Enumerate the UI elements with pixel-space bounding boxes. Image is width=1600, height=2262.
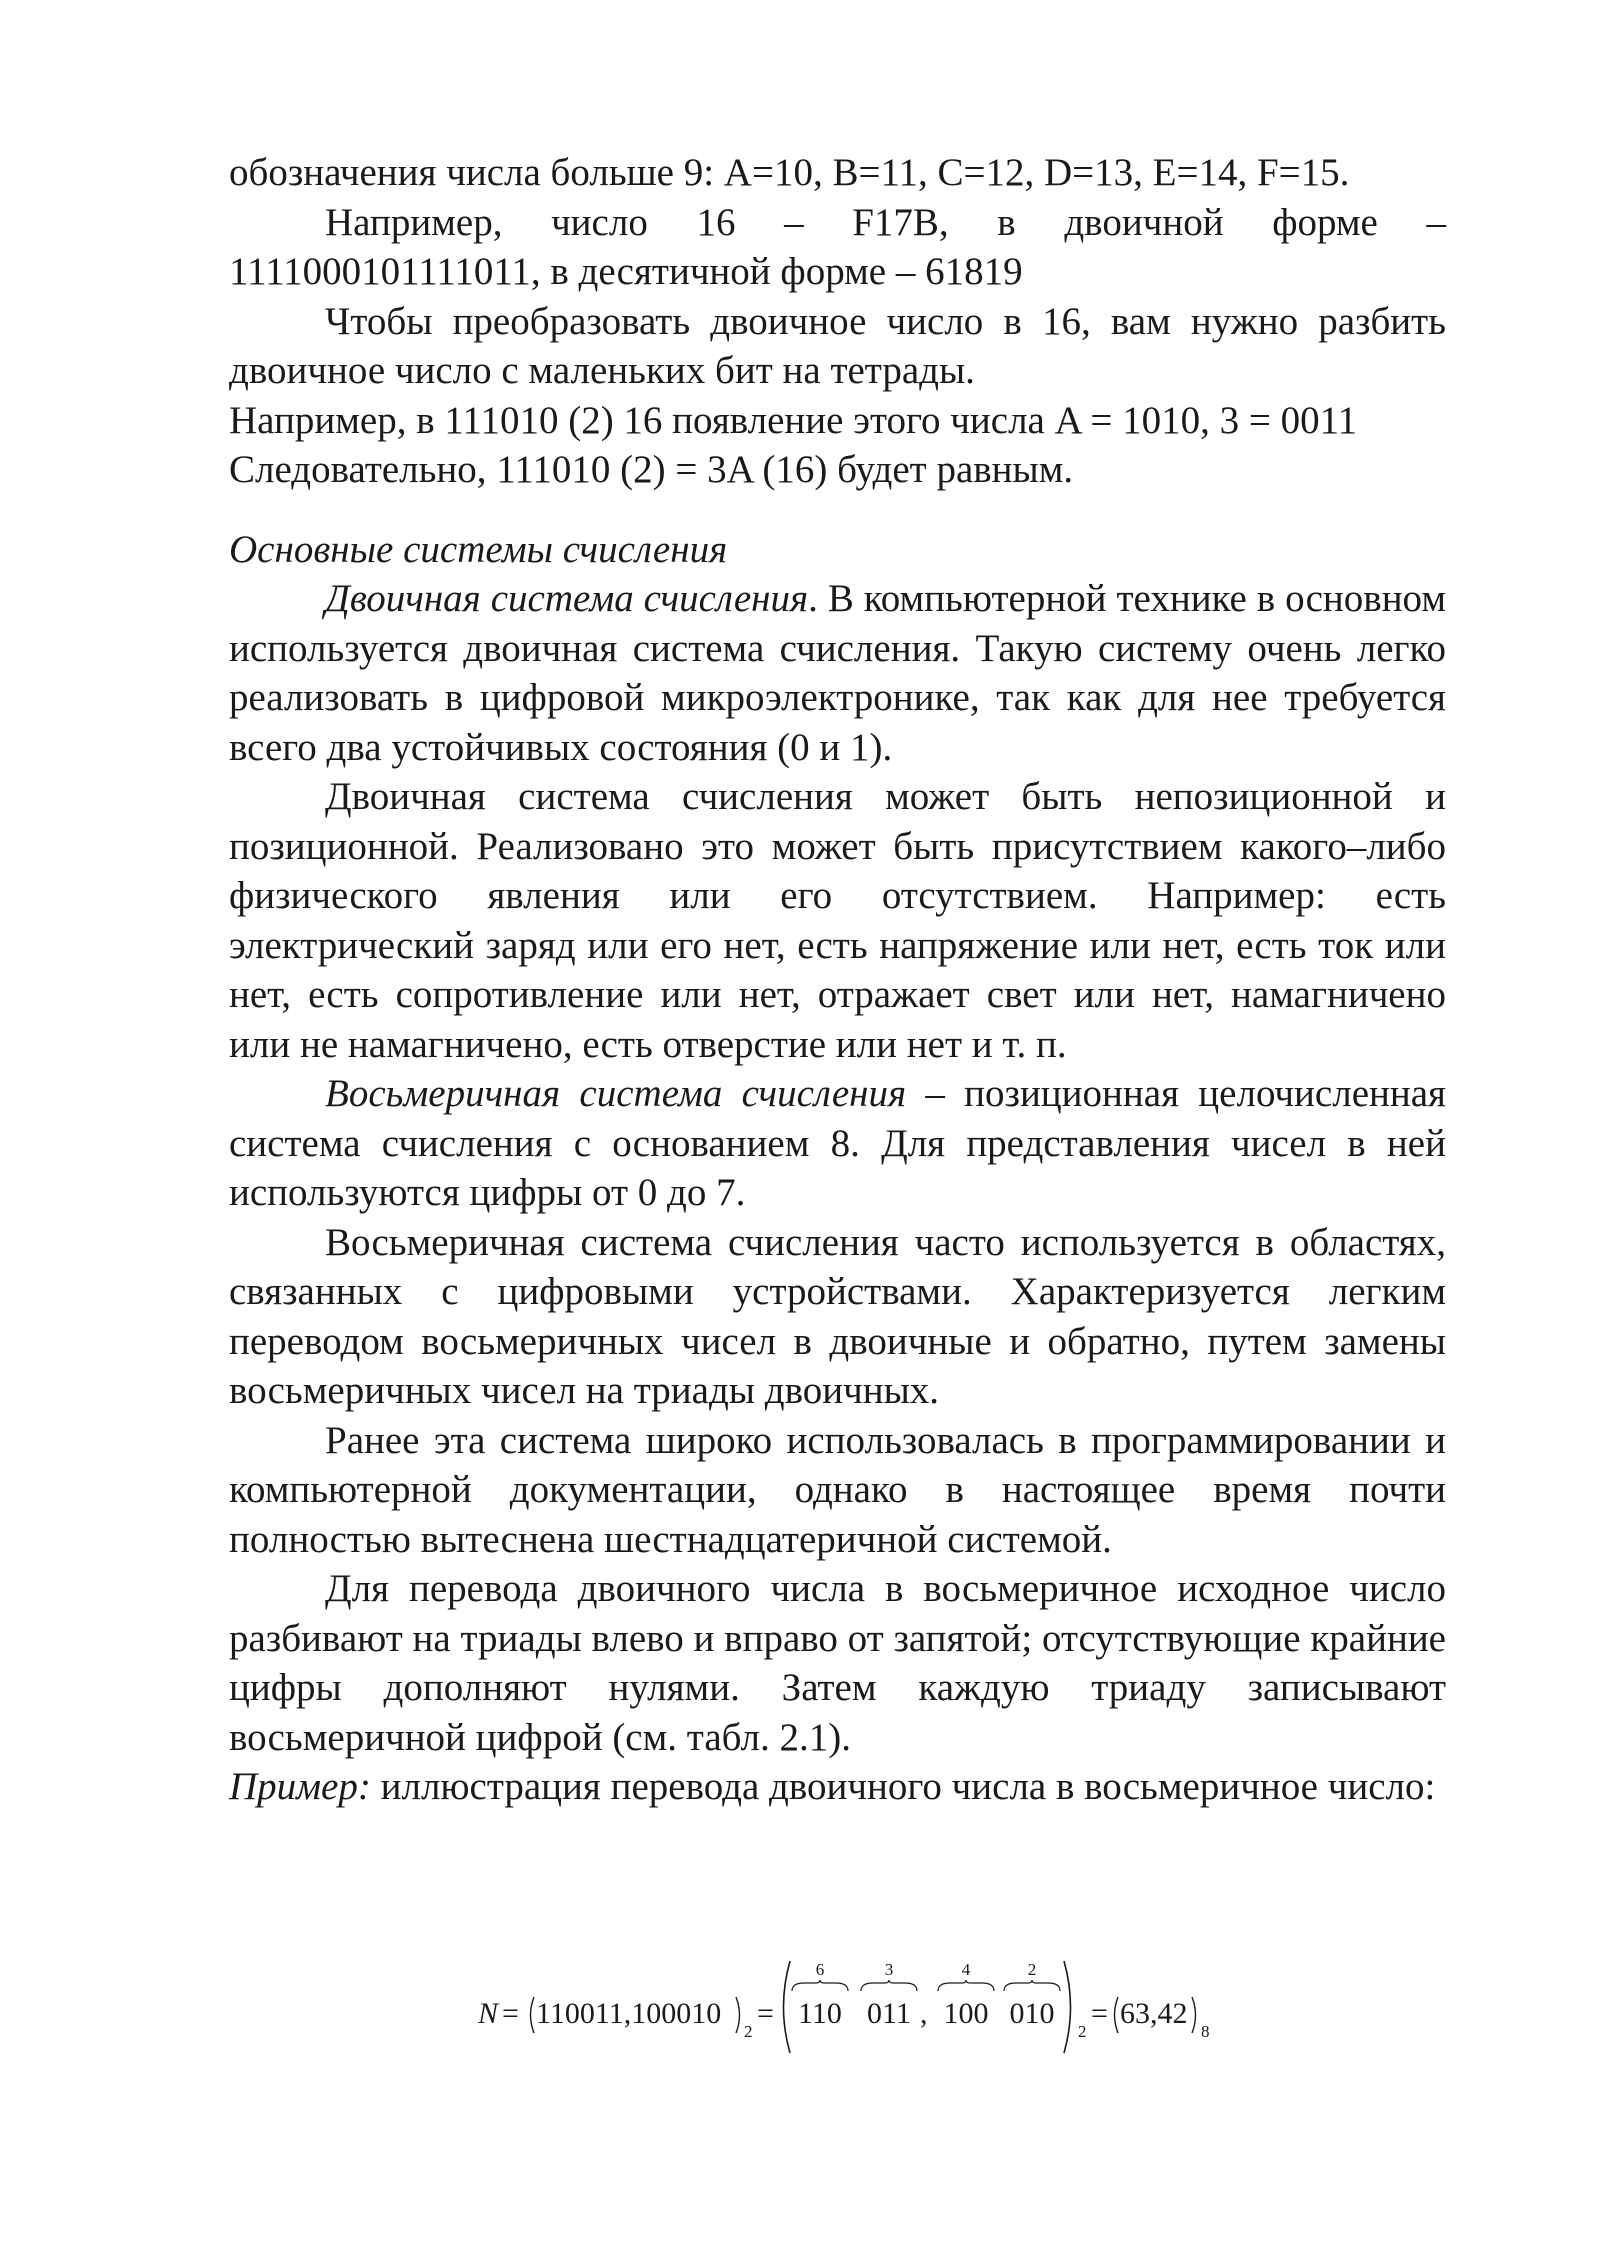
formula-comma: , — [920, 1997, 928, 2030]
term-octal-system: Восьмеричная система счисления — [325, 1072, 907, 1115]
triad-group — [1002, 1958, 1062, 2054]
formula-base-8: 8 — [1201, 2022, 1210, 2041]
paragraph-hex-notation: обозначения числа больше 9: A=10, B=11, C=12, D=13, E=14, F=15. — [229, 151, 1350, 194]
formula-equals-1: = — [502, 1997, 519, 2030]
triad-group — [936, 1958, 996, 2054]
triad-octal-digit: 6 — [815, 1960, 825, 1979]
paren-right-2 — [1062, 1960, 1078, 2054]
triad-octal-digit: 4 — [961, 1960, 971, 1979]
triad-group — [790, 1958, 850, 2054]
formula-octal-result: 63,42 — [1120, 1997, 1188, 2030]
triad-bits: 110 — [798, 1997, 842, 2030]
paragraph-example-conversion: Например, в 111010 (2) 16 появление этого числа A = 1010, 3 = 0011 — [229, 398, 1358, 442]
paragraph-octal-history: Ранее эта система широко использовалась в программировании и компьютерной документации, однако в настоящее время почти полностью вытеснена шестнадцатеричной системой. — [229, 1418, 1446, 1561]
paren-right-3 — [1190, 1996, 1200, 2034]
section-heading: Основные системы счисления — [229, 527, 728, 571]
paragraph-binary-system-text: . В компьютерной технике в основном используется двоичная система счисления. Такую систему очень легко реализовать в цифровой микроэлектронике, так как для нее требуется всего два устойчивых состояния (0 и 1). — [229, 577, 1446, 769]
brace-icon — [1002, 1980, 1062, 1992]
formula-base-2-b: 2 — [1078, 2022, 1087, 2041]
paragraph-tetrads: Чтобы преобразовать двоичное число в 16, вам нужно разбить двоичное число с маленьких бит на тетрады. — [229, 299, 1446, 392]
paragraph-binary-system — [229, 574, 1446, 772]
paragraph-hex-example: Например, число 16 – F17B, в двоичной форме – 1111000101111011, в десятичной форме – 61819 — [229, 200, 1446, 293]
formula-lhs: N — [478, 1997, 499, 2030]
triad-octal-digit: 2 — [1027, 1960, 1037, 1979]
triad-bits: 011 — [867, 1997, 911, 2030]
paren-right-1 — [734, 1996, 744, 2034]
example-label: Пример: — [229, 1765, 371, 1808]
paragraph-binary-positional: Двоичная система счисления может быть непозиционной и позиционной. Реализовано это может быть присутствием какого–либо физического явления или его отсутствием. Например: есть электрический заряд или его нет, есть напряжение или нет, есть ток или нет, есть сопротивление или нет, отражает свет или нет, намагничено или не намагничено, есть отверстие или нет и т. п. — [229, 775, 1446, 1066]
paragraph-conclusion: Следовательно, 111010 (2) = 3A (16) будет равным. — [229, 448, 1074, 491]
triad-octal-digit: 3 — [884, 1960, 894, 1979]
conversion-formula — [478, 1958, 1238, 2054]
paragraph-octal-system-text: – позиционная целочисленная система счисления с основанием 8. Для представления чисел в ней используются цифры от 0 до 7. — [229, 1072, 1446, 1214]
paren-left-1 — [526, 1996, 536, 2034]
formula-equals-3: = — [1091, 1997, 1108, 2030]
paragraph-octal-conversion: Для перевода двоичного числа в восьмеричное исходное число разбивают на триады влево и вправо от запятой; отсутствующие крайние цифры дополняют нулями. Затем каждую триаду записывают восьмеричной цифрой (см. табл. 2.1). — [229, 1567, 1446, 1759]
brace-icon — [859, 1980, 919, 1992]
paragraph-octal-system — [229, 1069, 1446, 1218]
formula-base-2-a: 2 — [744, 2022, 753, 2041]
formula-equals-2: = — [757, 1997, 774, 2030]
formula-binary-number: 110011,100010 — [536, 1997, 722, 2030]
triad-bits: 010 — [1009, 1997, 1055, 2030]
body-text — [229, 148, 1446, 1812]
paragraph-octal-usage: Восьмеричная система счисления часто используется в областях, связанных с цифровыми устройствами. Характеризуется легким переводом восьмеричных чисел в двоичные и обратно, путем замены восьмеричных чисел на триады двоичных. — [229, 1220, 1446, 1412]
paren-left-3 — [1110, 1996, 1120, 2034]
term-binary-system: Двоичная система счисления — [325, 577, 809, 620]
example-intro-text: иллюстрация перевода двоичного числа в восьмеричное число: — [370, 1765, 1436, 1808]
triad-bits: 100 — [943, 1997, 989, 2030]
paragraph-example-intro — [229, 1762, 1446, 1812]
brace-icon — [790, 1980, 850, 1992]
triad-group — [859, 1958, 919, 2054]
brace-icon — [936, 1980, 996, 1992]
